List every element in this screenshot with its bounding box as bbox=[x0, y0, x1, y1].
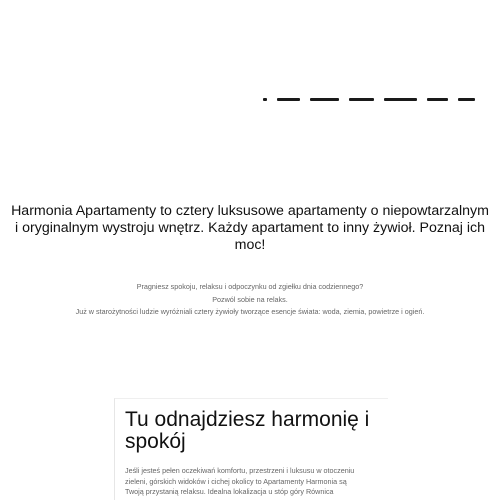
nav-item[interactable] bbox=[458, 98, 475, 101]
nav-item[interactable] bbox=[349, 98, 374, 101]
description-line: Pozwól sobie na relaks. bbox=[212, 294, 288, 304]
description-text bbox=[0, 281, 500, 319]
nav-item[interactable] bbox=[427, 98, 448, 101]
nav-item[interactable] bbox=[384, 98, 417, 101]
nav-item[interactable] bbox=[263, 98, 267, 101]
section-heading bbox=[125, 409, 395, 453]
section-body-line: zieleni, górskich widoków i cichej okolicy to Apartamenty Harmonia są bbox=[125, 476, 347, 486]
description-line: Pragniesz spokoju, relaksu i odpoczynku od zgiełku dnia codziennego? bbox=[136, 282, 364, 291]
intro-text bbox=[0, 203, 500, 254]
description-line: Już w starożytności ludzie wyróżniali cztery żywioły tworzące esencje świata: woda, ziemia, powietrze i ogień. bbox=[75, 307, 425, 316]
intro-line: Harmonia Apartamenty to cztery luksusowe apartamenty o niepowtarzalnym bbox=[11, 203, 489, 219]
section-heading-line: spokój bbox=[125, 430, 186, 453]
section-body-line: Jeśli jesteś pełen oczekiwań komfortu, przestrzeni i luksusu w otoczeniu bbox=[125, 466, 355, 475]
harmony-section bbox=[114, 398, 388, 500]
nav-item[interactable] bbox=[277, 98, 300, 101]
section-heading-line: Tu odnajdziesz harmonię i bbox=[125, 408, 370, 431]
intro-line: moc! bbox=[234, 237, 266, 253]
navigation-menu bbox=[263, 95, 475, 103]
section-body bbox=[125, 466, 387, 498]
intro-line: i oryginalnym wystroju wnętrz. Każdy apartament to inny żywioł. Poznaj ich bbox=[15, 220, 485, 236]
nav-item[interactable] bbox=[310, 98, 339, 101]
section-body-line: Twoją przystanią relaksu. Idealna lokalizacja u stóp góry Równica bbox=[125, 487, 334, 496]
